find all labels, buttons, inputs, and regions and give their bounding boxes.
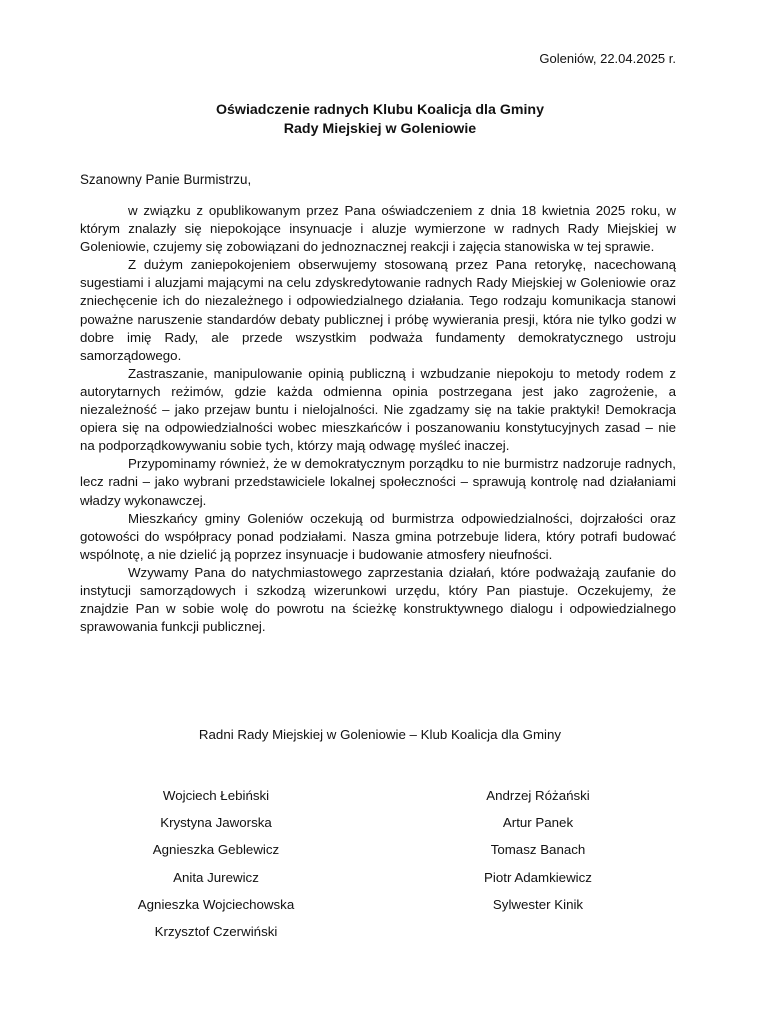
signatory-name: Tomasz Banach [490, 842, 586, 858]
signatory-name: Piotr Adamkiewicz [484, 869, 592, 885]
paragraph-3: Zastraszanie, manipulowanie opinią publiczną i wzbudzanie niepokoju to metody rodem z autorytarnych reżimów, gdzie każda odmienna opinia postrzegana jest jako zagrożenie, a niezależność – jako przejaw buntu i nielojalności. Nie zgadzamy się na takie praktyki! Demokracja opiera się na odpowiedzialności wobec mieszkańców i poszanowaniu konstytucyjnych zasad – nie na podporządkowywaniu sobie tych, którzy mają odwagę myśleć inaczej. [80, 365, 676, 454]
paragraph-1: w związku z opublikowanym przez Pana oświadczeniem z dnia 18 kwietnia 2025 roku, w którym znalazły się niepokojące insynuacje i aluzje wymierzone w radnych Rady Miejskiej w Goleniowie, czujemy się zobowiązani do jednoznacznej reakcji i zajęcia stanowiska w tej sprawie. [80, 203, 676, 255]
title-line-1: Oświadczenie radnych Klubu Koalicja dla Gminy [216, 102, 544, 118]
signatories-left-column [106, 782, 326, 945]
signatory-name: Andrzej Różański [486, 788, 590, 803]
letter-body [80, 202, 676, 636]
signatory-name: Krzysztof Czerwiński [154, 924, 278, 940]
signatories-right-column [428, 782, 648, 918]
paragraph-5: Mieszkańcy gminy Goleniów oczekują od burmistrza odpowiedzialności, dojrzałości oraz gotowości do współpracy ponad podziałami. Nasza gmina potrzebuje lidera, który potrafi budować wspólnotę, a nie dzielić ją poprzez insynuacje i budowanie atmosfery nieufności. [80, 510, 676, 562]
salutation: Szanowny Panie Burmistrzu, [80, 172, 252, 187]
signatory-name: Agnieszka Wojciechowska [137, 896, 295, 912]
document-title [0, 101, 760, 139]
signatory-name: Krystyna Jaworska [160, 815, 272, 831]
document-date: Goleniów, 22.04.2025 r. [539, 51, 676, 66]
paragraph-4: Przypominamy również, że w demokratycznym porządku to nie burmistrz nadzoruje radnych, lecz radni – jako wybrani przedstawiciele lokalnej społeczności – sprawują kontrolę nad działaniami władzy wykonawczej. [80, 456, 676, 508]
title-line-2: Rady Miejskiej w Goleniowie [283, 121, 477, 137]
signatory-name: Wojciech Łebiński [162, 788, 270, 803]
signatory-name: Artur Panek [502, 815, 574, 831]
signatory-name: Agnieszka Geblewicz [152, 842, 280, 858]
signature-header: Radni Rady Miejskiej w Goleniowie – Klub Koalicja dla Gminy [198, 727, 562, 742]
paragraph-2: Z dużym zaniepokojeniem obserwujemy stosowaną przez Pana retorykę, nacechowaną sugestiami i aluzjami mającymi na celu zdyskredytowanie radnych Rady Miejskiej w Goleniowie oraz zniechęcenie ich do niezależnego i odpowiedzialnego działania. Tego rodzaju komunikacja stanowi poważne naruszenie standardów debaty publicznej i próbę wywierania presji, która nie tylko godzi w dobre imię Rady, ale przede wszystkim podważa fundamenty demokratycznego ustroju samorządowego. [80, 257, 676, 363]
signatory-name: Anita Jurewicz [173, 869, 259, 885]
paragraph-6: Wzywamy Pana do natychmiastowego zaprzestania działań, które podważają zaufanie do instytucji samorządowych i szkodzą wizerunkowi urzędu, który Pan piastuje. Oczekujemy, że znajdzie Pan w sobie wolę do powrotu na ścieżkę konstruktywnego dialogu i odpowiedzialnego sprawowania funkcji publicznej. [80, 564, 676, 635]
signatory-name: Sylwester Kinik [492, 896, 584, 912]
